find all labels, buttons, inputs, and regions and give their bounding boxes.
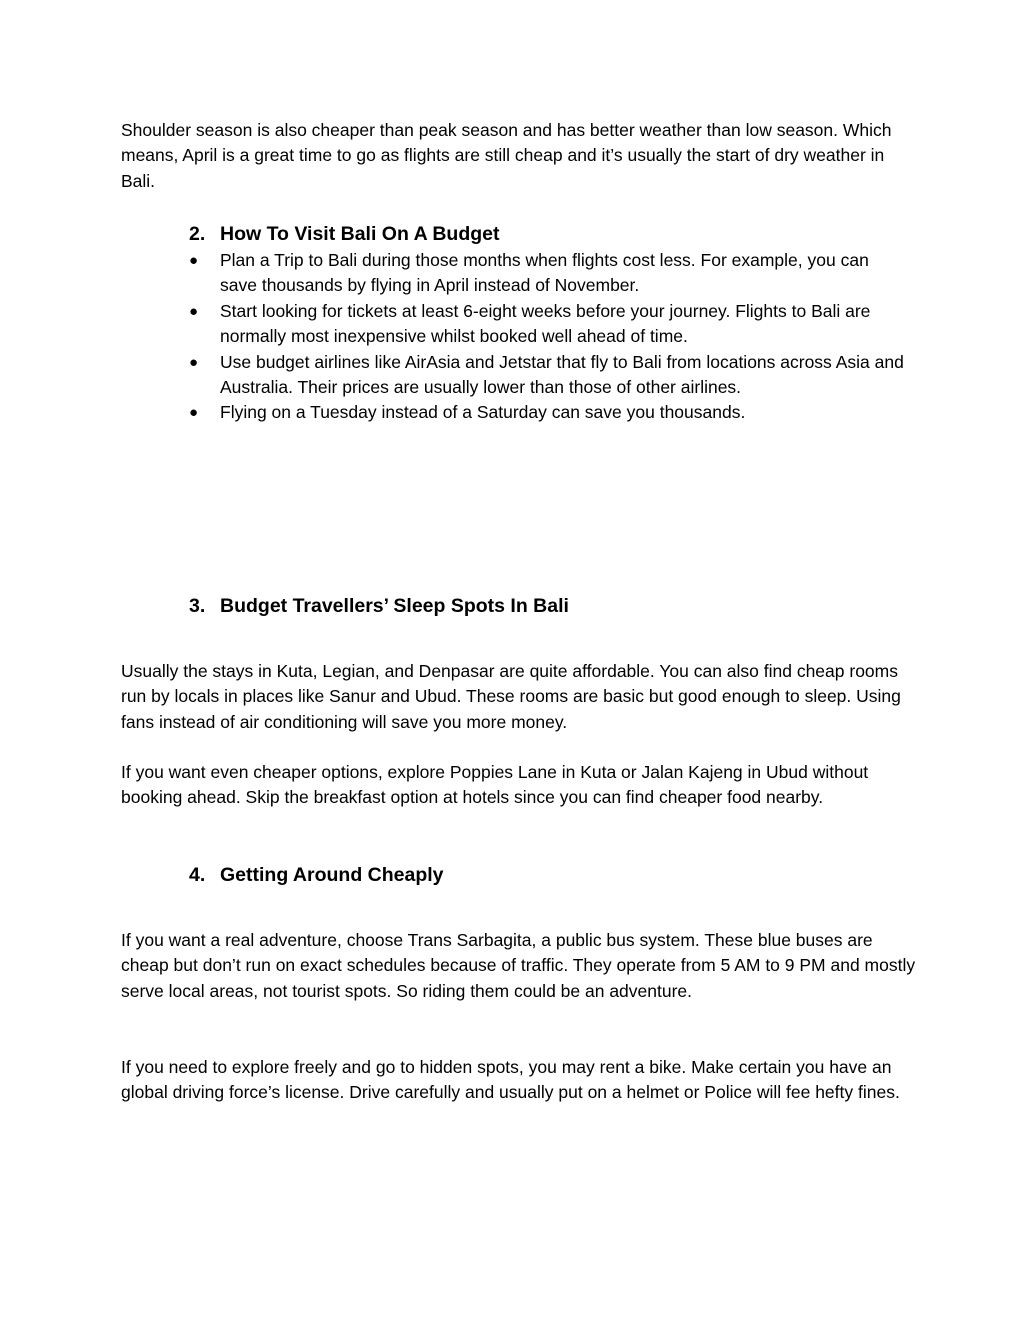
section-4-title: Getting Around Cheaply bbox=[220, 864, 444, 886]
section-3-paragraph-1: Usually the stays in Kuta, Legian, and Denpasar are quite affordable. You can also find cheap rooms run by locals in places like Sanur and Ubud. These rooms are basic but good enough to sleep. Using fans instead of air conditioning will save you more money. bbox=[121, 661, 901, 732]
list-item-text: Plan a Trip to Bali during those months when flights cost less. For example, you can save thousands by flying in April instead of November. bbox=[220, 250, 869, 296]
list-item-text: Use budget airlines like AirAsia and Jetstar that fly to Bali from locations across Asia and Australia. Their prices are usually lower than those of other airlines. bbox=[220, 351, 904, 398]
section-3-heading bbox=[189, 593, 889, 619]
intro-paragraph: Shoulder season is also cheaper than peak season and has better weather than low season. Which means, April is a great time to go as flights are still cheap and it’s usually the start of dry weather in Bali. bbox=[121, 120, 892, 191]
bullet-icon: ● bbox=[189, 252, 199, 269]
section-4-number: 4. bbox=[189, 864, 206, 886]
section-2-title: How To Visit Bali On A Budget bbox=[220, 223, 500, 245]
list-item bbox=[189, 299, 909, 350]
section-3-paragraph-2: If you want even cheaper options, explore Poppies Lane in Kuta or Jalan Kajeng in Ubud without booking ahead. Skip the breakfast option at hotels since you can find cheaper food nearby. bbox=[121, 762, 869, 808]
section-3-number: 3. bbox=[189, 595, 206, 617]
list-item bbox=[189, 248, 909, 299]
bullet-icon: ● bbox=[189, 353, 199, 371]
section-4-paragraph-1: If you want a real adventure, choose Trans Sarbagita, a public bus system. These blue buses are cheap but don’t run on exact schedules because of traffic. They operate from 5 AM to 9 PM and mostly serve local areas, not tourist spots. So riding them could be an adventure. bbox=[121, 930, 916, 1001]
list-item bbox=[189, 400, 909, 425]
list-item-text: Start looking for tickets at least 6-eight weeks before your journey. Flights to Bali are normally most inexpensive whilst booked well ahead of time. bbox=[220, 300, 871, 347]
bullet-icon: ● bbox=[189, 404, 199, 422]
list-item-text: Flying on a Tuesday instead of a Saturday can save you thousands. bbox=[220, 402, 746, 423]
section-3-title: Budget Travellers’ Sleep Spots In Bali bbox=[220, 595, 569, 617]
section-2-heading bbox=[189, 221, 889, 247]
section-4-heading bbox=[189, 862, 889, 888]
section-2-number: 2. bbox=[189, 223, 206, 245]
bullet-icon: ● bbox=[189, 302, 199, 320]
list-item bbox=[189, 350, 909, 401]
section-4-paragraph-2: If you need to explore freely and go to hidden spots, you may rent a bike. Make certain you have an global driving force’s license. Drive carefully and usually put on a helmet or Police will fee hefty fines. bbox=[121, 1057, 900, 1103]
section-2-bullet-list bbox=[189, 248, 909, 426]
